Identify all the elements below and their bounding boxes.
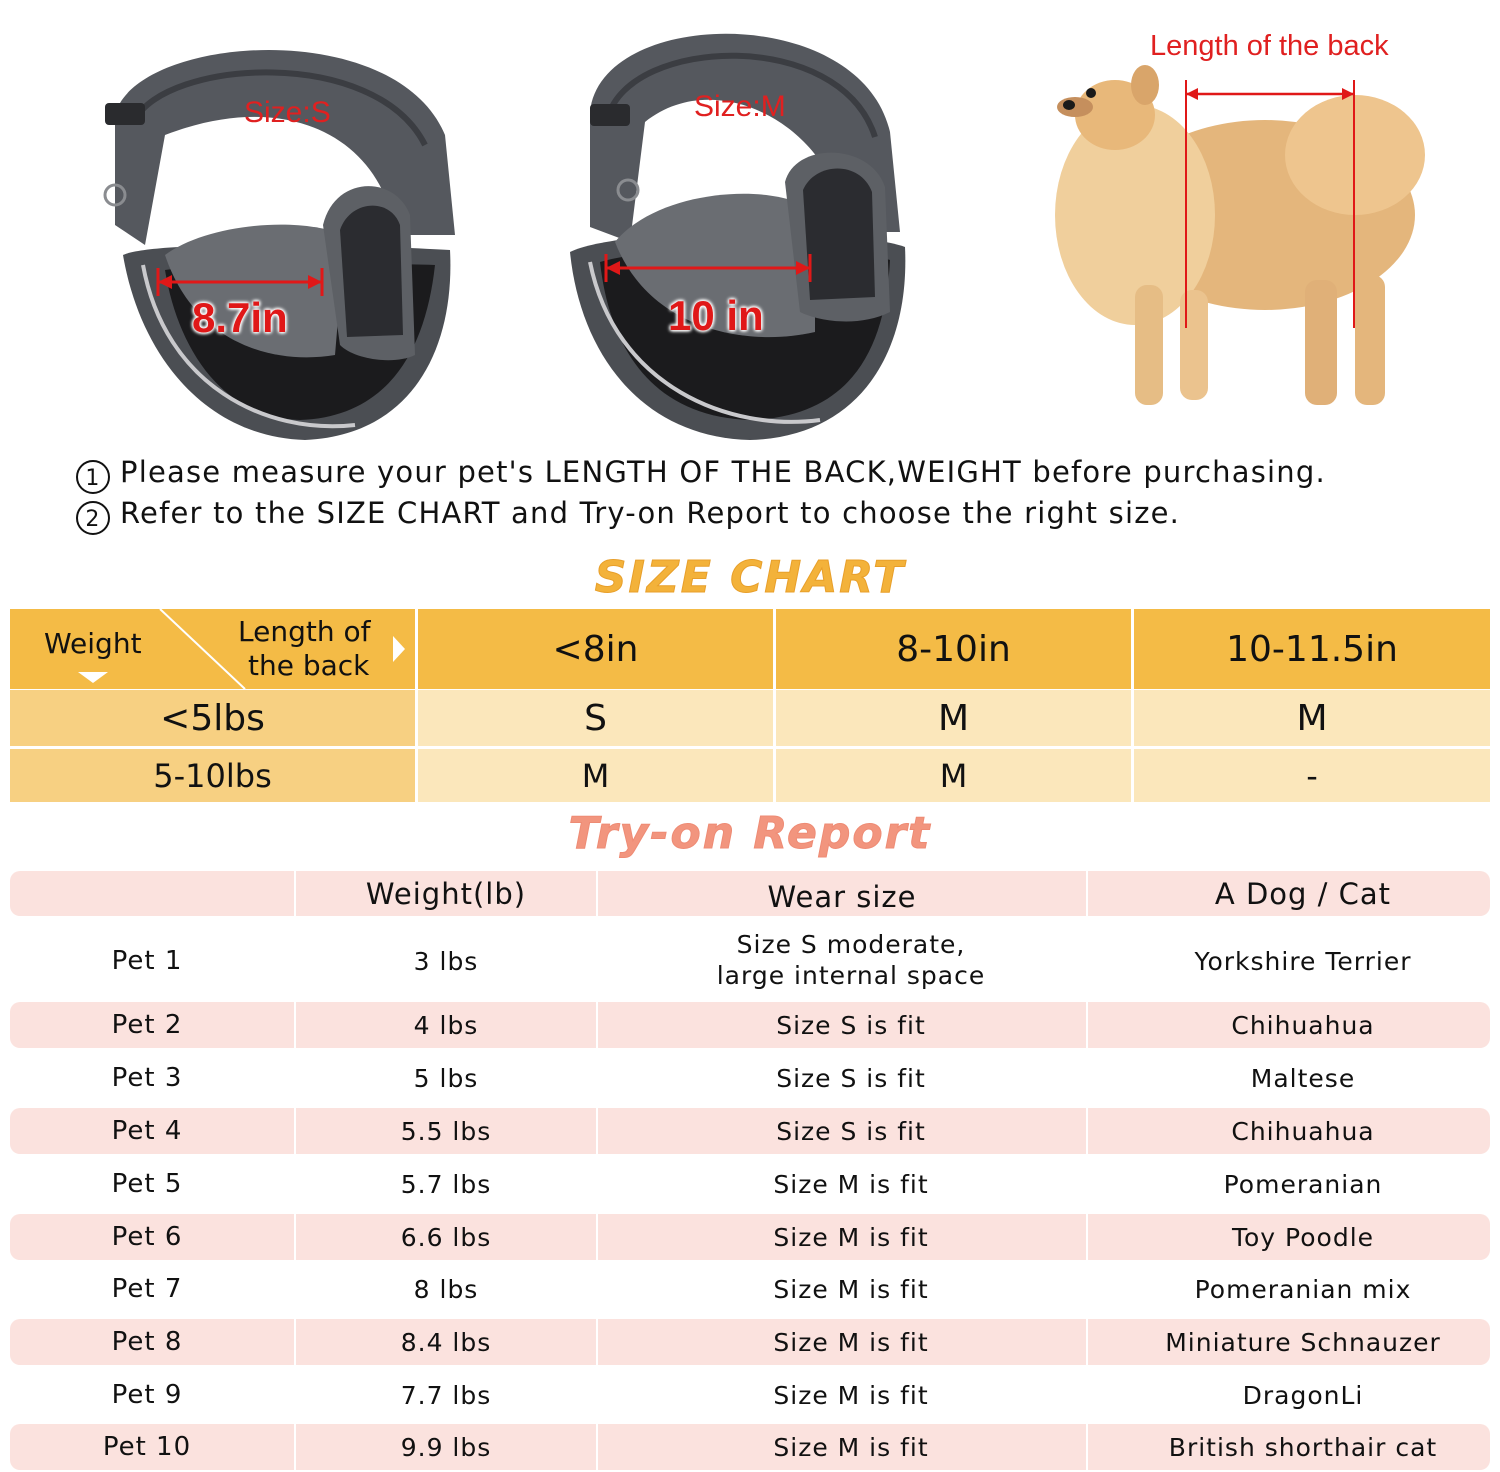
size-chart-cell: M — [776, 690, 1131, 746]
try-on-pet-cell: Pet 8 — [111, 1327, 183, 1357]
try-on-weight-cell: 3 lbs — [413, 946, 479, 976]
try-on-header: Weight(lb) — [365, 876, 527, 911]
try-on-size-cell: Size M is fit — [773, 1432, 929, 1462]
try-on-header: A Dog / Cat — [1214, 876, 1392, 911]
corner-weight-label: Weight — [44, 627, 142, 660]
try-on-breed-cell: British shorthair cat — [1168, 1432, 1438, 1462]
note-text: Refer to the SIZE CHART and Try-on Report to choose the right size. — [120, 496, 1181, 530]
size-chart-cell: M — [776, 749, 1131, 802]
size-s-bag-image — [95, 25, 465, 445]
try-on-weight-cell: 4 lbs — [413, 1010, 479, 1040]
length-of-back-label: Length of the back — [1150, 30, 1389, 62]
size-chart-cell: M — [1134, 690, 1490, 746]
try-on-pet-cell: Pet 4 — [111, 1116, 183, 1146]
try-on-breed-cell: Pomeranian mix — [1194, 1274, 1412, 1304]
size-chart-title: SIZE CHART — [594, 552, 906, 603]
note-number: 2 — [76, 501, 110, 535]
try-on-report-title: Try-on Report — [568, 808, 932, 859]
column-divider — [596, 871, 598, 916]
try-on-header — [10, 871, 294, 916]
size-m-label: Size:M — [694, 90, 786, 123]
size-chart-col-header: <8in — [418, 609, 773, 689]
size-chart-cell: M — [418, 749, 773, 802]
note-refer — [76, 496, 1180, 535]
note-measure — [76, 455, 1326, 494]
try-on-pet-cell: Pet 3 — [111, 1063, 183, 1093]
bag-m-illustration — [560, 12, 920, 442]
try-on-breed-cell: Chihuahua — [1231, 1010, 1375, 1040]
try-on-breed-cell: Pomeranian — [1223, 1169, 1383, 1199]
note-text: Please measure your pet's LENGTH OF THE BACK,WEIGHT before purchasing. — [120, 455, 1326, 489]
try-on-pet-cell: Pet 6 — [111, 1222, 183, 1252]
column-divider — [294, 871, 296, 916]
try-on-pet-cell: Pet 5 — [111, 1169, 183, 1199]
size-chart-col-header: 10-11.5in — [1134, 609, 1490, 689]
size-chart-row-label: <5lbs — [10, 690, 415, 746]
try-on-weight-cell: 6.6 lbs — [400, 1222, 492, 1252]
try-on-weight-cell: 9.9 lbs — [400, 1432, 492, 1462]
size-m-measurement: 10 in — [668, 292, 764, 339]
size-chart-row-label: 5-10lbs — [10, 749, 415, 802]
size-s-label: Size:S — [244, 96, 331, 129]
try-on-weight-cell: 8 lbs — [413, 1274, 479, 1304]
try-on-size-line2: large internal space — [716, 961, 986, 990]
try-on-size-cell: Size M is fit — [773, 1222, 929, 1252]
corner-length-line2: the back — [248, 649, 370, 682]
size-chart-cell: S — [418, 690, 773, 746]
try-on-pet-cell: Pet 1 — [111, 946, 183, 976]
try-on-breed-cell: Yorkshire Terrier — [1194, 946, 1412, 976]
note-number: 1 — [76, 460, 110, 494]
size-chart-col-header: 8-10in — [776, 609, 1131, 689]
try-on-size-cell: Size M is fit — [773, 1169, 929, 1199]
measure-arrow-m — [598, 252, 818, 286]
try-on-breed-cell: DragonLi — [1242, 1380, 1364, 1410]
try-on-size-cell: Size S is fit — [776, 1010, 926, 1040]
try-on-size-cell — [598, 925, 1104, 995]
try-on-pet-cell: Pet 9 — [111, 1380, 183, 1410]
size-chart-corner — [10, 609, 415, 689]
bag-s-illustration — [95, 25, 465, 445]
back-length-arrow — [1180, 80, 1364, 330]
try-on-header: Wear size — [767, 879, 917, 914]
column-divider — [1086, 871, 1088, 916]
try-on-weight-cell: 8.4 lbs — [400, 1327, 492, 1357]
try-on-breed-cell: Chihuahua — [1231, 1116, 1375, 1146]
corner-length-line1: Length of — [238, 615, 371, 648]
try-on-weight-cell: 5.7 lbs — [400, 1169, 492, 1199]
try-on-size-line1: Size S moderate, — [736, 930, 966, 959]
try-on-pet-cell: Pet 2 — [111, 1010, 183, 1040]
try-on-weight-cell: 5 lbs — [413, 1063, 479, 1093]
try-on-size-cell: Size M is fit — [773, 1380, 929, 1410]
size-m-bag-image — [560, 12, 920, 442]
size-s-measurement: 8.7in — [192, 294, 288, 341]
try-on-size-cell: Size S is fit — [776, 1116, 926, 1146]
try-on-size-cell: Size M is fit — [773, 1327, 929, 1357]
try-on-breed-cell: Maltese — [1250, 1063, 1356, 1093]
try-on-breed-cell: Miniature Schnauzer — [1165, 1327, 1441, 1357]
try-on-size-cell: Size S is fit — [776, 1063, 926, 1093]
try-on-weight-cell: 5.5 lbs — [400, 1116, 492, 1146]
try-on-pet-cell: Pet 10 — [102, 1432, 192, 1462]
try-on-breed-cell: Toy Poodle — [1231, 1222, 1375, 1252]
try-on-size-cell: Size M is fit — [773, 1274, 929, 1304]
try-on-weight-cell: 7.7 lbs — [400, 1380, 492, 1410]
try-on-pet-cell: Pet 7 — [111, 1274, 183, 1304]
size-chart-cell: - — [1134, 749, 1490, 802]
